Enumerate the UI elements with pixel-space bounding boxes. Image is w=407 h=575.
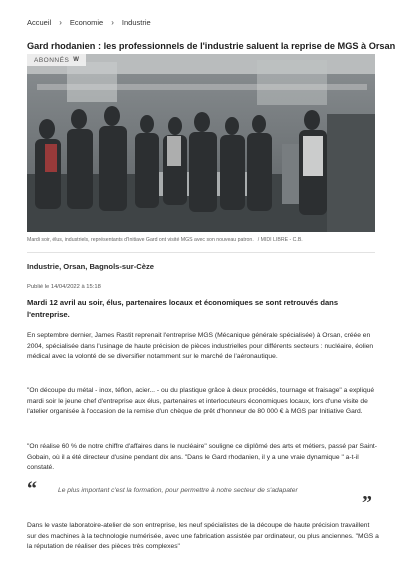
chevron-right-icon: › <box>59 17 62 27</box>
photo-caption <box>27 236 375 244</box>
breadcrumb <box>27 16 151 28</box>
article-photo[interactable] <box>27 54 375 232</box>
w-logo-icon: W <box>73 57 80 63</box>
breadcrumb-home-link[interactable]: Accueil <box>27 17 52 27</box>
article-tags[interactable]: Industrie, Orsan, Bagnols-sur-Cèze <box>27 262 155 271</box>
paragraph-4: Dans le vaste laboratoire-atelier de son entreprise, les neuf spécialistes de la découpe de haute précision travaillent sur des machines à la technologie numérisée, avec une fabrication assistée par ordinateur, ou plus anciennes. "MGS a la réputation de réaliser des pièces très complexes" <box>27 522 379 551</box>
breadcrumb-industrie-link[interactable]: Industrie <box>121 17 151 27</box>
quote-open-icon: “ <box>27 478 37 500</box>
paragraph-3: "On réalise 60 % de notre chiffre d'affaires dans le nucléaire" souligne ce diplômé des arts et métiers, passé par Saint-Gobain, où il a été directeur d'usine pendant dix ans. "Dans le Gard rhodanien, il y a une vraie dynamique " a-t-il constaté. <box>27 443 377 472</box>
badge-label: ABONNÉS <box>34 56 70 64</box>
quote-close-icon: ” <box>362 492 372 514</box>
paragraph-1: En septembre dernier, James Rastit reprenait l'entreprise MGS (Mécanique générale spécialisée) à Orsan, créée en 2004, spécialisée dans l'usinage de haute précision de pièces industrielles pour différents secteurs : nucléaire, éolien médical avec la volonté de se diversifier notamment sur le marché de l'aéronautique. <box>27 332 374 361</box>
photo-illustration <box>27 54 375 232</box>
publish-date: Publié le 14/04/2022 à 15:18 <box>27 284 101 290</box>
article-lead: Mardi 12 avril au soir, élus, partenaires locaux et économiques se sont retrouvés dans l'entreprise. <box>27 298 339 319</box>
breadcrumb-economie-link[interactable]: Economie <box>69 17 104 27</box>
paragraph-2: "On découpe du métal - inox, téflon, acier... - ou du plastique grâce à deux procédés, tournage et fraisage" a expliqué mardi soir le jeune chef d'entreprise aux élus, partenaires et interlocuteurs économiques locaux, lors d'une visite de l'atelier organisée à l'occasion de la remise d'un chèque de prêt d'honneur de 80 000 € à MGS par Initiative Gard. <box>27 387 375 416</box>
pull-quote: Le plus important c'est la formation, pour permettre à notre secteur de s'adapater <box>58 487 298 494</box>
subscriber-badge <box>27 54 86 66</box>
caption-text: Mardi soir, élus, industriels, représentants d'Initiave Gard ont visité MGS avec son nouveau patron. <box>27 237 254 243</box>
divider <box>27 252 375 253</box>
chevron-right-icon: › <box>111 17 114 27</box>
photo-credit: / MIDI LIBRE - C.B. <box>257 237 303 243</box>
page-title: Gard rhodanien : les professionnels de l'industrie saluent la reprise de MGS à Orsan <box>27 41 396 52</box>
